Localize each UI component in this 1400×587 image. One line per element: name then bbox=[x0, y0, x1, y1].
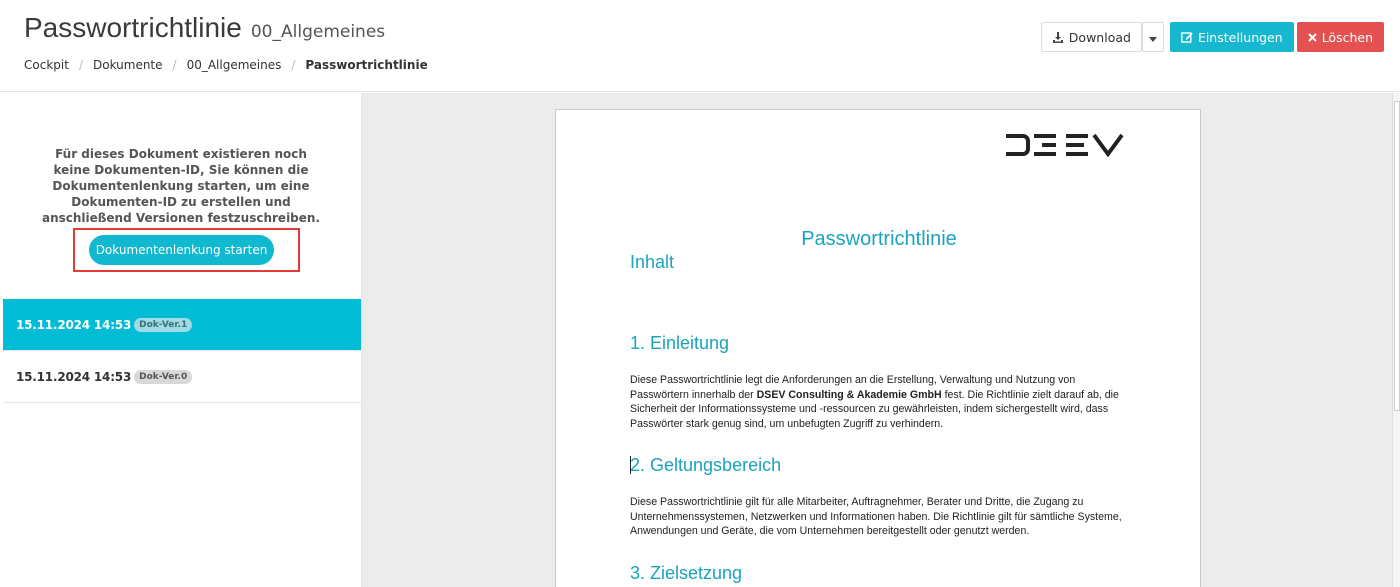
delete-button[interactable] bbox=[1297, 22, 1384, 52]
caret-down-icon bbox=[1149, 30, 1157, 45]
version-list bbox=[3, 299, 361, 403]
version-badge: Dok-Ver.0 bbox=[134, 370, 192, 384]
section-text-einleitung bbox=[630, 373, 1135, 431]
header-actions bbox=[1041, 22, 1384, 52]
page-header bbox=[0, 0, 1400, 92]
company-name: DSEV Consulting & Akademie GmbH bbox=[756, 388, 942, 401]
section-heading-geltungsbereich bbox=[630, 455, 781, 476]
page-title: Passwortrichtlinie bbox=[24, 12, 242, 43]
section-text-geltungsbereich: Diese Passwortrichtlinie gilt für alle Mitarbeiter, Auftragnehmer, Berater und Dritte, die Zugang zu Unternehmenssystemen, Netzwerken und Informationen haben. Die Richtlinie gilt für sämtliche Systeme, Anwendungen und Geräte, die vom Unternehmen bereitgestellt oder genutzt werden. bbox=[630, 496, 1122, 537]
section-heading-zielsetzung: 3. Zielsetzung bbox=[630, 563, 743, 583]
scrollbar-thumb[interactable] bbox=[1394, 101, 1400, 411]
document-viewer[interactable] bbox=[362, 93, 1392, 587]
section-text-part: fest. Die Richtlinie zielt darauf ab, die Sicherheit der Informationssysteme und -ressourcen zu gewährleisten, indem sichergestellt wird, dass Passwörter stark genug sind, um unbefugten Zugriff zu verhindern. bbox=[630, 388, 1119, 430]
section-text-part: Diese Passwortrichtlinie legt die Anforderungen an die Erstellung, Verwaltung und Nutzung von Passwörtern innerhalb der bbox=[630, 374, 1076, 401]
breadcrumb-cockpit[interactable]: Cockpit bbox=[24, 58, 69, 72]
close-icon bbox=[1308, 33, 1317, 42]
download-dropdown-toggle[interactable] bbox=[1142, 22, 1164, 52]
download-label: Download bbox=[1068, 29, 1131, 45]
version-sidebar bbox=[0, 93, 362, 587]
breadcrumb-dokumente[interactable]: Dokumente bbox=[92, 58, 163, 72]
section-heading-einleitung: 1. Einleitung bbox=[630, 333, 730, 353]
dsev-logo bbox=[1004, 133, 1126, 161]
version-item[interactable] bbox=[3, 299, 361, 351]
breadcrumb-separator: / bbox=[78, 58, 83, 72]
version-date: 15.11.2024 14:53 bbox=[16, 369, 132, 384]
breadcrumb bbox=[24, 58, 428, 72]
section-heading-text: 2. Geltungsbereich bbox=[630, 455, 782, 475]
breadcrumb-separator: / bbox=[172, 58, 177, 72]
delete-label: Löschen bbox=[1321, 29, 1373, 45]
version-date: 15.11.2024 14:53 bbox=[16, 317, 132, 332]
toc-heading: Inhalt bbox=[630, 252, 675, 272]
start-document-control-button[interactable]: Dokumentenlenkung starten bbox=[89, 235, 274, 265]
version-item[interactable] bbox=[3, 351, 361, 403]
breadcrumb-separator: / bbox=[291, 58, 296, 72]
settings-button[interactable] bbox=[1170, 22, 1294, 52]
document-title: Passwortrichtlinie bbox=[801, 228, 957, 250]
breadcrumb-current: Passwortrichtlinie bbox=[305, 58, 428, 72]
page-title-row bbox=[24, 12, 385, 44]
edit-icon bbox=[1181, 31, 1193, 43]
download-icon bbox=[1052, 31, 1064, 43]
document-page bbox=[555, 109, 1201, 587]
viewer-scrollbar[interactable] bbox=[1392, 93, 1400, 587]
download-button[interactable] bbox=[1041, 22, 1142, 52]
settings-label: Einstellungen bbox=[1197, 29, 1283, 45]
version-badge: Dok-Ver.1 bbox=[134, 318, 192, 332]
no-document-id-notice: Für dieses Dokument existieren noch keine Dokumenten-ID, Sie können die Dokumentenlenkung starten, um eine Dokumenten-ID zu erstellen und anschließend Versionen festzuschreiben. bbox=[41, 147, 321, 225]
page-subtitle: 00_Allgemeines bbox=[250, 22, 386, 42]
breadcrumb-folder[interactable]: 00_Allgemeines bbox=[186, 58, 282, 72]
